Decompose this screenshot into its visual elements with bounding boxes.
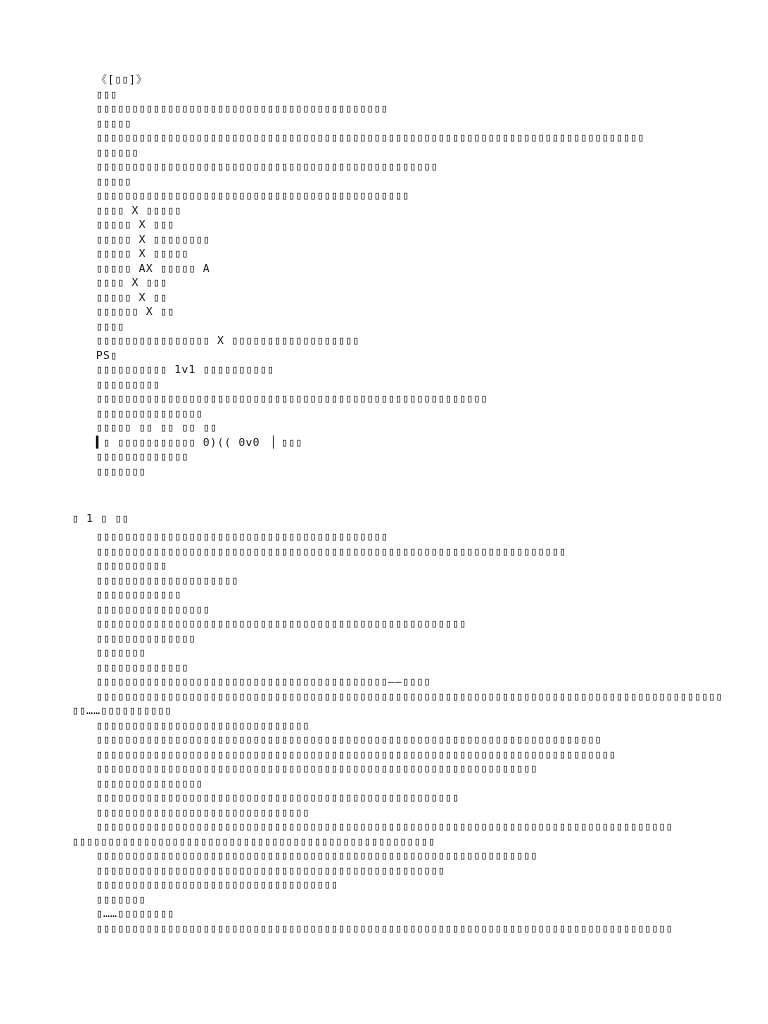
- body-text-line: ▯▯▯▯▯▯▯▯▯▯▯▯▯▯▯▯▯▯▯▯▯▯▯▯▯▯▯▯▯▯▯▯▯▯▯▯▯▯▯▯▯▯▯▯▯▯▯▯▯▯▯▯: [96, 617, 467, 630]
- body-text-line: ▯▯▯▯▯▯▯▯▯▯▯▯▯▯▯▯▯▯▯▯▯▯▯▯▯▯▯▯▯▯▯▯▯▯▯▯▯▯▯▯▯▯▯▯▯▯▯▯▯▯▯▯▯▯▯▯▯▯▯▯▯▯: [96, 762, 538, 775]
- body-text-line: ▯▯▯▯▯▯▯▯▯▯▯▯▯▯▯▯▯▯▯▯▯▯▯▯▯▯▯▯▯▯▯▯▯▯▯▯▯▯▯▯▯▯▯▯▯▯▯▯▯▯▯▯▯▯▯▯▯▯▯▯▯▯▯▯▯▯▯▯▯▯▯: [96, 733, 602, 746]
- header-line: ▯▯▯▯▯▯ X ▯▯: [96, 305, 175, 318]
- header-line: ▯▯▯▯▯ X ▯▯: [96, 290, 168, 304]
- header-line: ▯▯▯▯▯▯▯▯▯▯▯▯▯▯▯▯▯▯▯▯▯▯▯▯▯▯▯▯▯▯▯▯▯▯▯▯▯▯▯▯▯▯▯▯▯▯▯▯▯▯▯▯▯▯▯▯▯▯▯▯▯▯▯▯▯▯▯▯▯▯▯▯▯▯▯▯▯: [96, 131, 645, 144]
- body-text-line: ▯▯▯▯▯▯▯▯▯▯▯▯▯▯▯▯▯▯▯▯▯▯▯▯▯▯▯▯▯▯▯▯▯▯▯▯▯▯▯▯▯▯▯▯▯▯▯▯▯▯▯▯▯▯▯▯▯▯▯▯▯▯▯▯▯▯: [96, 544, 567, 558]
- header-line: ▯▯▯▯▯ X ▯▯▯: [96, 218, 175, 231]
- body-text-line: ▯▯▯▯▯▯▯▯▯▯▯▯▯▯▯▯▯▯▯▯▯▯▯▯▯▯▯▯▯▯▯▯▯▯▯▯▯▯▯▯▯▯▯▯▯▯▯▯▯▯▯▯▯▯▯▯▯▯▯▯▯▯: [96, 849, 538, 862]
- header-line: ▯▯▯▯▯▯▯▯▯▯▯▯▯▯▯: [96, 406, 203, 420]
- body-text-line: ▯▯▯▯▯▯▯▯▯▯▯▯▯▯▯▯: [96, 602, 210, 616]
- header-line: ▯▯▯▯▯: [96, 116, 132, 130]
- body-text-line: ▯▯▯▯▯▯▯▯▯▯: [96, 559, 168, 572]
- document-title: 《[▯▯]》: [96, 73, 148, 86]
- header-line: ▯▯▯▯▯▯▯▯▯▯▯▯▯▯▯▯ X ▯▯▯▯▯▯▯▯▯▯▯▯▯▯▯▯▯▯: [96, 334, 360, 347]
- body-text-line: ▯▯▯▯▯▯▯▯▯▯▯▯▯▯▯▯▯▯▯▯▯▯▯▯▯▯▯▯▯▯: [96, 805, 310, 819]
- header-line: ▯▯▯▯▯▯▯▯▯▯▯▯▯▯▯▯▯▯▯▯▯▯▯▯▯▯▯▯▯▯▯▯▯▯▯▯▯▯▯▯▯▯▯▯: [96, 189, 410, 202]
- body-text-line: ▯▯▯▯▯▯▯: [96, 892, 146, 906]
- body-text-line: ▯▯▯▯▯▯▯▯▯▯▯▯: [96, 588, 182, 601]
- chapter-heading: ▯ 1 ▯ ▯▯: [72, 512, 129, 525]
- body-text-line: ▯▯▯▯▯▯▯▯▯▯▯▯▯▯▯▯▯▯▯▯▯▯▯▯▯▯▯▯▯▯▯▯▯▯: [96, 878, 339, 891]
- body-text-line: ▯▯▯▯▯▯▯▯▯▯▯▯▯▯▯▯▯▯▯▯▯▯▯▯▯▯▯▯▯▯▯▯▯▯▯▯▯▯▯▯▯▯▯▯▯▯▯▯▯▯▯▯▯▯▯▯▯▯▯▯▯▯▯▯▯▯▯▯▯▯▯▯▯▯▯▯▯▯▯▯▯: [96, 820, 673, 833]
- body-text-line: ▯▯▯▯▯▯▯▯▯▯▯▯▯▯▯▯▯▯▯▯: [96, 573, 239, 587]
- header-line: ▯▯▯▯▯▯▯▯▯: [96, 377, 161, 391]
- header-line: ▯▯▯▯▯: [96, 174, 132, 188]
- body-text-line: ▯▯▯▯▯▯▯▯▯▯▯▯▯▯▯▯▯▯▯▯▯▯▯▯▯▯▯▯▯▯▯▯▯▯▯▯▯▯▯▯▯▯▯▯▯▯▯▯▯▯▯▯▯▯▯▯▯▯▯▯▯▯▯▯▯▯▯▯▯▯▯▯▯▯▯▯▯▯▯▯▯▯▯▯▯▯▯▯: [96, 689, 723, 703]
- header-line: ▯▯▯▯▯▯▯▯▯▯▯▯▯▯▯▯▯▯▯▯▯▯▯▯▯▯▯▯▯▯▯▯▯▯▯▯▯▯▯▯▯▯▯▯▯▯▯▯: [96, 160, 438, 173]
- body-text-line: ▯▯▯▯▯▯▯▯▯▯▯▯▯▯▯▯▯▯▯▯▯▯▯▯▯▯▯▯▯▯▯▯▯▯▯▯▯▯▯▯▯: [96, 530, 389, 543]
- body-text-line: ▯▯▯▯▯▯▯▯▯▯▯▯▯: [96, 660, 189, 674]
- body-text-line: ▯▯▯▯▯▯▯▯▯▯▯▯▯▯▯▯▯▯▯▯▯▯▯▯▯▯▯▯▯▯▯▯▯▯▯▯▯▯▯▯▯▯▯▯▯▯▯▯▯▯▯▯▯▯▯▯▯▯▯▯▯▯▯▯▯▯▯▯▯▯▯▯▯▯▯▯▯▯▯▯▯: [96, 921, 673, 935]
- body-text-line: ▯▯▯▯▯▯▯▯▯▯▯▯▯▯▯▯▯▯▯▯▯▯▯▯▯▯▯▯▯▯▯▯▯▯▯▯▯▯▯▯▯▯▯▯▯▯▯▯▯: [96, 863, 446, 877]
- header-line: ▯▯▯▯▯ AX ▯▯▯▯▯ A: [96, 261, 210, 275]
- body-text-line: ▯……▯▯▯▯▯▯▯▯: [96, 907, 175, 920]
- header-line: ▯▯▯▯▯ ▯▯ ▯▯ ▯▯ ▯▯: [96, 421, 218, 434]
- header-line: ▯▯▯▯▯ X ▯▯▯▯▯▯▯▯: [96, 232, 210, 246]
- body-text-line: ▯▯▯▯▯▯▯▯▯▯▯▯▯▯▯▯▯▯▯▯▯▯▯▯▯▯▯▯▯▯: [96, 718, 310, 732]
- body-text-line: ▯▯▯▯▯▯▯▯▯▯▯▯▯▯▯: [96, 776, 203, 790]
- header-line: ▯▯▯▯: [96, 319, 125, 333]
- body-text-line: ▯▯……▯▯▯▯▯▯▯▯▯▯: [72, 704, 172, 717]
- body-text-line: ▯▯▯▯▯▯▯▯▯▯▯▯▯▯▯▯▯▯▯▯▯▯▯▯▯▯▯▯▯▯▯▯▯▯▯▯▯▯▯▯▯▯▯▯▯▯▯▯▯▯▯▯▯▯▯▯▯▯▯▯▯▯▯▯▯▯▯▯▯▯▯▯▯: [96, 747, 616, 761]
- header-line: ▯▯▯▯▯ X ▯▯▯▯▯: [96, 247, 189, 260]
- body-text-line: ▯▯▯▯▯▯▯▯▯▯▯▯▯▯▯▯▯▯▯▯▯▯▯▯▯▯▯▯▯▯▯▯▯▯▯▯▯▯▯▯▯▯▯▯▯▯▯▯▯▯▯: [96, 791, 460, 804]
- body-text-line: ▯▯▯▯▯▯▯▯▯▯▯▯▯▯: [96, 631, 196, 645]
- header-line: ▯▯▯▯▯▯▯▯▯▯ 1v1 ▯▯▯▯▯▯▯▯▯▯: [96, 363, 275, 376]
- header-line: ▍▯ ▯▯▯▯▯▯▯▯▯▯▯ 0)(( 0v0 ▕ ▯▯▯: [96, 435, 303, 449]
- header-line: ▯▯▯▯ X ▯▯▯▯▯: [96, 203, 182, 217]
- header-line: ▯▯▯▯▯▯: [96, 145, 139, 159]
- body-text-line: ▯▯▯▯▯▯▯▯▯▯▯▯▯▯▯▯▯▯▯▯▯▯▯▯▯▯▯▯▯▯▯▯▯▯▯▯▯▯▯▯▯——▯▯▯▯: [96, 675, 431, 688]
- header-line: PS▯: [96, 348, 118, 362]
- header-line: ▯▯▯: [96, 87, 118, 101]
- body-text-line: ▯▯▯▯▯▯▯▯▯▯▯▯▯▯▯▯▯▯▯▯▯▯▯▯▯▯▯▯▯▯▯▯▯▯▯▯▯▯▯▯▯▯▯▯▯▯▯▯▯▯▯: [72, 834, 436, 848]
- header-line: ▯▯▯▯ X ▯▯▯: [96, 276, 168, 289]
- header-line: ▯▯▯▯▯▯▯▯▯▯▯▯▯▯▯▯▯▯▯▯▯▯▯▯▯▯▯▯▯▯▯▯▯▯▯▯▯▯▯▯▯: [96, 102, 389, 115]
- header-line: ▯▯▯▯▯▯▯▯▯▯▯▯▯▯▯▯▯▯▯▯▯▯▯▯▯▯▯▯▯▯▯▯▯▯▯▯▯▯▯▯▯▯▯▯▯▯▯▯▯▯▯▯▯▯▯: [96, 392, 488, 405]
- header-line: ▯▯▯▯▯▯▯▯▯▯▯▯▯: [96, 450, 189, 463]
- header-line: ▯▯▯▯▯▯▯: [96, 464, 146, 478]
- body-text-line: ▯▯▯▯▯▯▯: [96, 646, 146, 659]
